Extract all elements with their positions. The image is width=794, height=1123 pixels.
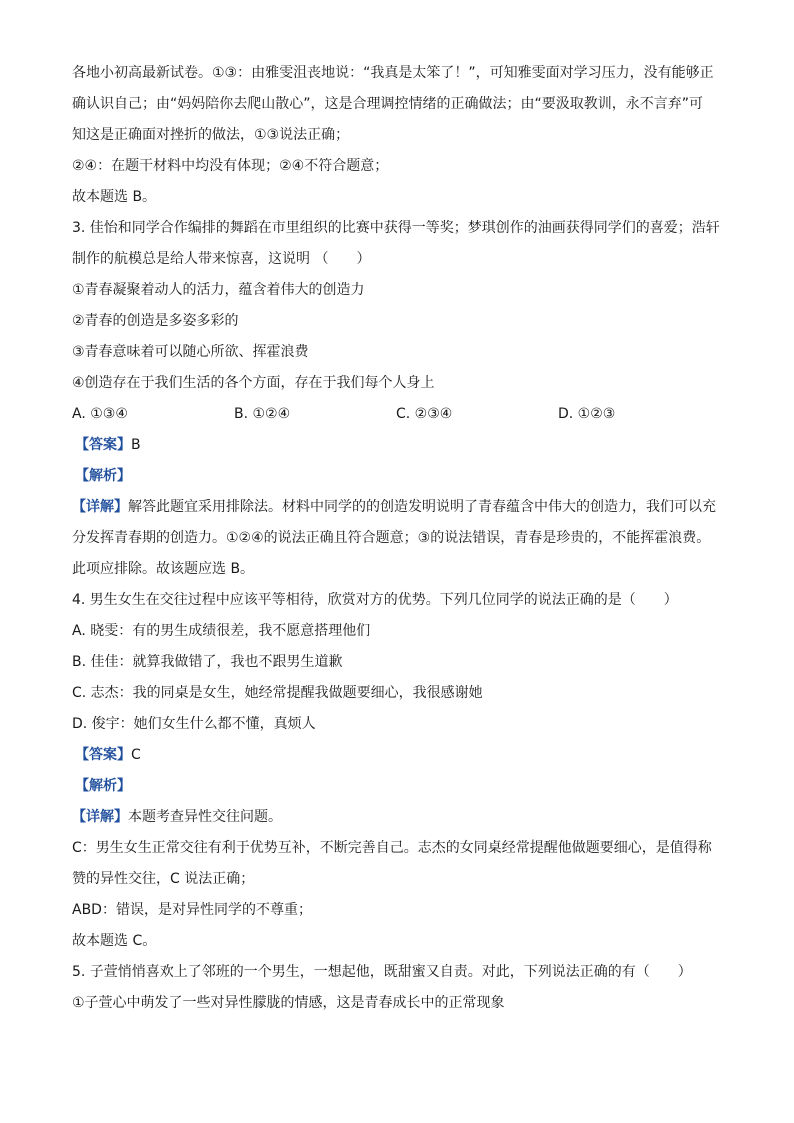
q4-option-a: A. 晓雯：有的男生成绩很差，我不愿意搭理他们 <box>72 623 371 639</box>
q3-analysis <box>72 461 732 492</box>
q3-option-c: C. ②③④ <box>396 406 453 422</box>
document-page <box>72 58 732 1019</box>
prev-analysis-line-1: 各地小初高最新试卷。①③：由雅雯沮丧地说：“我真是太笨了！”，可知雅雯面对学习压力，没有能够正 <box>72 65 714 81</box>
q3-detail-text-1: 解答此题宜采用排除法。材料中同学的的创造发明说明了青春蕴含中伟大的创造力，我们可以充 <box>128 499 716 515</box>
q4-option-c: C. 志杰：我的同桌是女生，她经常提醒我做题要细心，我很感谢她 <box>72 685 483 701</box>
q4-conclusion: 故本题选 C。 <box>72 933 157 949</box>
q4-answer-value: C <box>131 747 141 763</box>
q5-item-1: ①子萱心中萌发了一些对异性朦胧的情感，这是青春成长中的正常现象 <box>72 995 505 1011</box>
q3-answer <box>72 430 732 461</box>
q4-detail-line <box>72 802 732 833</box>
q3-answer-value: B <box>131 437 141 453</box>
q4-stem: 4. 男生女生在交往过程中应该平等相待，欣赏对方的优势。下列几位同学的说法正确的是（ ） <box>72 592 678 608</box>
q3-item-2: ②青春的创造是多姿多彩的 <box>72 313 239 329</box>
prev-analysis-line-3: 知这是正确面对挫折的做法，①③说法正确； <box>72 127 350 143</box>
q3-option-d: D. ①②③ <box>558 406 616 422</box>
q3-stem-line-1: 3. 佳怡和同学合作编排的舞蹈在市里组织的比赛中获得一等奖；梦琪创作的油画获得同学们的喜爱；浩轩 <box>72 220 720 236</box>
q3-option-a: A. ①③④ <box>72 406 128 422</box>
q3-item-1: ①青春凝聚着动人的活力，蕴含着伟大的创造力 <box>72 282 365 298</box>
q3-analysis-tag: 【解析】 <box>75 468 131 484</box>
q3-item-4: ④创造存在于我们生活的各个方面，存在于我们每个人身上 <box>72 375 435 391</box>
prev-analysis-line-4: ②④：在题干材料中均没有体现；②④不符合题意； <box>72 158 389 174</box>
q4-answer <box>72 740 732 771</box>
q3-answer-tag: 【答案】 <box>75 437 131 453</box>
q4-c-explain-1: C：男生女生正常交往有利于优势互补，不断完善自己。志杰的女同桌经常提醒他做题要细心，是值得称 <box>72 840 712 856</box>
q3-item-3: ③青春意味着可以随心所欲、挥霍浪费 <box>72 344 309 360</box>
q3-detail-tag: 【详解】 <box>72 499 128 515</box>
q4-analysis <box>72 771 732 802</box>
q3-option-b: B. ①②④ <box>234 406 291 422</box>
q4-analysis-tag: 【解析】 <box>75 778 131 794</box>
q4-detail-tag: 【详解】 <box>72 809 128 825</box>
q3-detail-line-2: 分发挥青春期的创造力。①②④的说法正确且符合题意；③的说法错误，青春是珍贵的，不能挥霍浪费。 <box>72 530 711 546</box>
q5-stem: 5. 子萱悄悄喜欢上了邻班的一个男生，一想起他，既甜蜜又自责。对此，下列说法正确的有（ ） <box>72 964 692 980</box>
q4-detail-text: 本题考查异性交往问题。 <box>128 809 282 825</box>
prev-analysis-line-2: 确认识自己；由“妈妈陪你去爬山散心”，这是合理调控情绪的正确做法；由“要汲取教训，永不言弃”可 <box>72 96 704 112</box>
q4-option-b: B. 佳佳：就算我做错了，我也不跟男生道歉 <box>72 654 343 670</box>
q3-detail-line-3: 此项应排除。故该题应选 B。 <box>72 561 255 577</box>
q4-option-d: D. 俊宇：她们女生什么都不懂，真烦人 <box>72 716 316 732</box>
q3-stem-line-2: 制作的航模总是给人带来惊喜，这说明 （ ） <box>72 251 371 267</box>
q3-options <box>72 399 732 430</box>
q4-answer-tag: 【答案】 <box>75 747 131 763</box>
q4-c-explain-2: 赞的异性交往，C 说法正确； <box>72 871 255 887</box>
q3-detail-line-1 <box>72 492 732 523</box>
prev-conclusion: 故本题选 B。 <box>72 189 157 205</box>
q4-abd-explain: ABD：错误，是对异性同学的不尊重； <box>72 902 312 918</box>
